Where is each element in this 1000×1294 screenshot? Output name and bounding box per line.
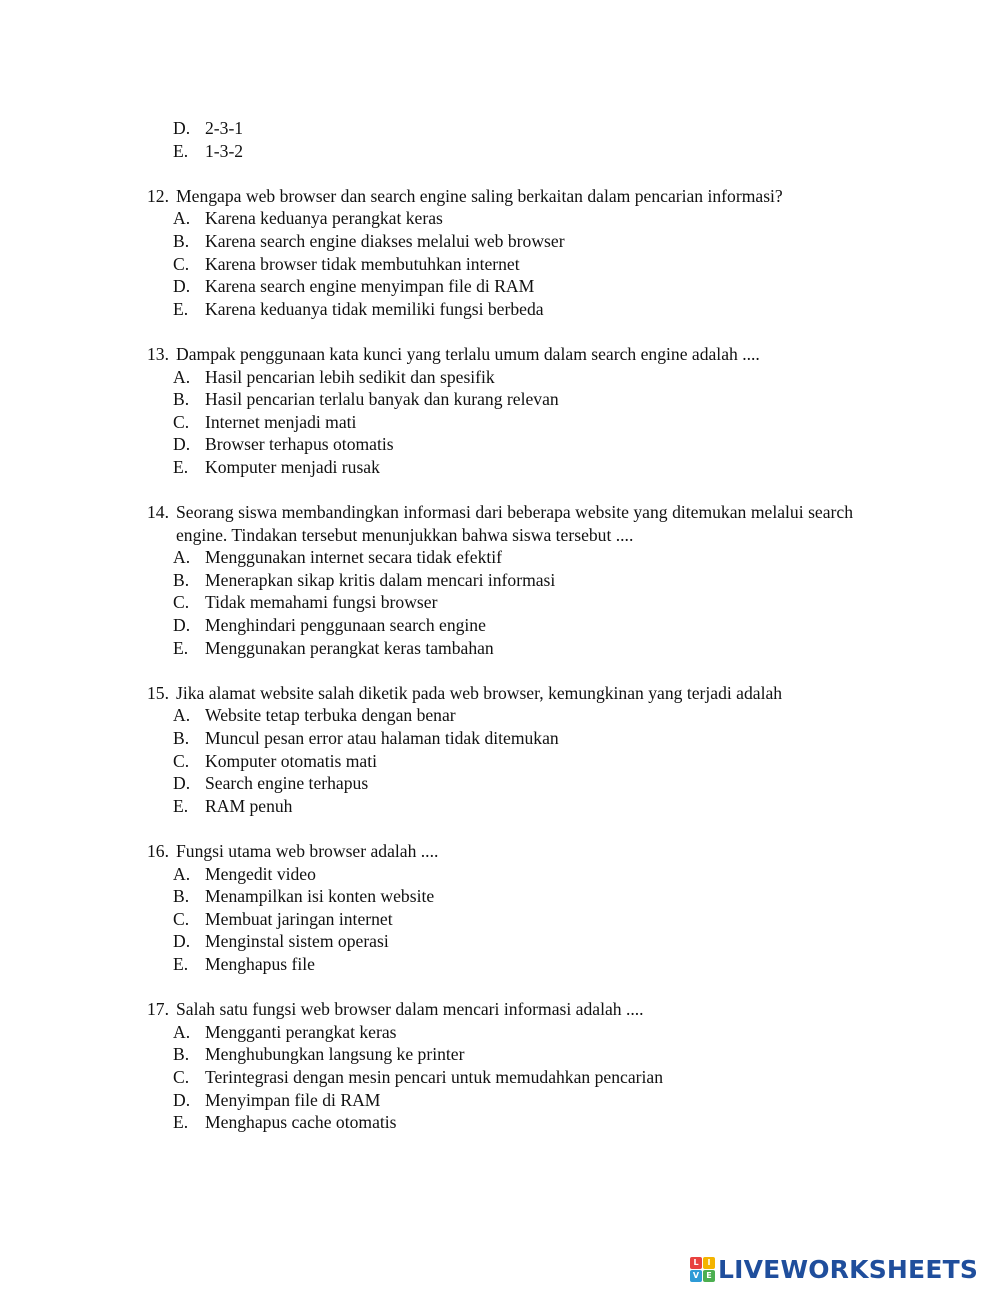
- option-text: Website tetap terbuka dengan benar: [205, 705, 456, 726]
- option-letter: E.: [173, 637, 189, 658]
- liveworksheets-logo: [690, 1254, 978, 1284]
- logo-mark-icon: [690, 1257, 715, 1282]
- question-text: Fungsi utama web browser adalah ....: [176, 841, 439, 861]
- option-text: Menghubungkan langsung ke printer: [205, 1044, 465, 1065]
- logo-mark-tile: L: [690, 1257, 702, 1269]
- question-number: 14.: [147, 502, 169, 523]
- option-letter: D.: [173, 931, 191, 952]
- option-d[interactable]: [147, 275, 853, 298]
- option-text: Menghapus file: [205, 953, 315, 974]
- option-letter: D.: [173, 1089, 191, 1110]
- option-b[interactable]: [147, 569, 853, 592]
- option-text: Karena browser tidak membutuhkan internet: [205, 253, 520, 274]
- option-text: 1-3-2: [205, 140, 244, 161]
- logo-mark-tile: E: [703, 1270, 715, 1282]
- option-text: Karena keduanya tidak memiliki fungsi berbeda: [205, 298, 544, 319]
- logo-mark-tile: I: [703, 1257, 715, 1269]
- option-a[interactable]: [147, 366, 853, 389]
- option-c[interactable]: [147, 1066, 853, 1089]
- option-letter: C.: [173, 253, 190, 274]
- option-letter: C.: [173, 908, 190, 929]
- question-text: Seorang siswa membandingkan informasi dari beberapa website yang ditemukan melalui search engine. Tindakan tersebut menunjukkan bahwa siswa tersebut ....: [176, 502, 853, 545]
- option-e[interactable]: [147, 637, 853, 660]
- question-16: [147, 840, 853, 976]
- option-text: Menggunakan perangkat keras tambahan: [205, 637, 494, 658]
- option-c[interactable]: [147, 253, 853, 276]
- question-stem: [147, 185, 853, 208]
- option-letter: C.: [173, 411, 190, 432]
- question-number: 13.: [147, 343, 169, 364]
- option-text: Menampilkan isi konten website: [205, 886, 435, 907]
- option-e[interactable]: [147, 1111, 853, 1134]
- option-b[interactable]: [147, 388, 853, 411]
- option-text: Komputer otomatis mati: [205, 750, 378, 771]
- logo-mark-tile: V: [690, 1270, 702, 1282]
- question-17: [147, 998, 853, 1134]
- option-letter: E.: [173, 456, 189, 477]
- option-letter: C.: [173, 1066, 190, 1087]
- option-letter: A.: [173, 1021, 191, 1042]
- question-number: 17.: [147, 999, 169, 1020]
- option-text: Internet menjadi mati: [205, 411, 357, 432]
- option-b[interactable]: [147, 885, 853, 908]
- question-stem: [147, 840, 853, 863]
- option-d[interactable]: [147, 614, 853, 637]
- option-d[interactable]: [147, 433, 853, 456]
- logo-text: LIVEWORKSHEETS: [718, 1254, 979, 1284]
- question-15: [147, 682, 853, 818]
- option-d[interactable]: [147, 117, 853, 140]
- option-b[interactable]: [147, 727, 853, 750]
- carryover-options: [147, 117, 853, 162]
- option-d[interactable]: [147, 1089, 853, 1112]
- question-12: [147, 185, 853, 321]
- option-a[interactable]: [147, 546, 853, 569]
- option-letter: B.: [173, 389, 190, 410]
- option-text: Muncul pesan error atau halaman tidak ditemukan: [205, 728, 559, 749]
- option-letter: A.: [173, 863, 191, 884]
- option-letter: D.: [173, 276, 191, 297]
- option-text: Karena search engine menyimpan file di RAM: [205, 276, 535, 297]
- option-c[interactable]: [147, 908, 853, 931]
- option-e[interactable]: [147, 953, 853, 976]
- option-text: Menghapus cache otomatis: [205, 1112, 397, 1133]
- option-b[interactable]: [147, 1043, 853, 1066]
- option-a[interactable]: [147, 704, 853, 727]
- option-letter: A.: [173, 208, 191, 229]
- option-c[interactable]: [147, 750, 853, 773]
- option-letter: B.: [173, 230, 190, 251]
- option-text: Mengganti perangkat keras: [205, 1021, 397, 1042]
- option-text: Tidak memahami fungsi browser: [205, 592, 438, 613]
- option-text: Karena search engine diakses melalui web browser: [205, 230, 565, 251]
- option-text: Karena keduanya perangkat keras: [205, 208, 443, 229]
- question-text: Mengapa web browser dan search engine saling berkaitan dalam pencarian informasi?: [176, 185, 783, 206]
- option-text: RAM penuh: [205, 795, 293, 816]
- option-letter: B.: [173, 1044, 190, 1065]
- question-stem: [147, 682, 853, 705]
- option-letter: E.: [173, 298, 189, 319]
- option-a[interactable]: [147, 207, 853, 230]
- option-text: Menginstal sistem operasi: [205, 931, 389, 952]
- option-text: Browser terhapus otomatis: [205, 434, 394, 455]
- option-text: 2-3-1: [205, 118, 244, 138]
- option-e[interactable]: [147, 795, 853, 818]
- option-letter: B.: [173, 886, 190, 907]
- option-letter: A.: [173, 705, 191, 726]
- option-text: Terintegrasi dengan mesin pencari untuk memudahkan pencarian: [205, 1066, 663, 1087]
- option-text: Menghindari penggunaan search engine: [205, 615, 486, 636]
- option-e[interactable]: [147, 456, 853, 479]
- option-letter: D.: [173, 434, 191, 455]
- option-b[interactable]: [147, 230, 853, 253]
- option-a[interactable]: [147, 1021, 853, 1044]
- question-number: 16.: [147, 841, 169, 861]
- option-letter: D.: [173, 615, 191, 636]
- option-letter: B.: [173, 728, 190, 749]
- option-text: Hasil pencarian terlalu banyak dan kurang relevan: [205, 389, 559, 410]
- option-text: Komputer menjadi rusak: [205, 456, 380, 477]
- option-a[interactable]: [147, 863, 853, 886]
- question-stem: [147, 501, 853, 546]
- option-text: Menggunakan internet secara tidak efektif: [205, 547, 503, 568]
- question-14: [147, 501, 853, 659]
- option-text: Menerapkan sikap kritis dalam mencari informasi: [205, 569, 556, 590]
- option-text: Membuat jaringan internet: [205, 908, 393, 929]
- option-letter: D.: [173, 118, 191, 138]
- option-e[interactable]: [147, 298, 853, 321]
- option-letter: E.: [173, 1112, 189, 1133]
- option-letter: A.: [173, 547, 191, 568]
- option-letter: E.: [173, 140, 189, 161]
- option-letter: B.: [173, 569, 190, 590]
- option-letter: E.: [173, 795, 189, 816]
- option-text: Search engine terhapus: [205, 773, 369, 794]
- question-text: Dampak penggunaan kata kunci yang terlalu umum dalam search engine adalah ....: [176, 343, 760, 364]
- question-stem: [147, 998, 853, 1021]
- option-letter: E.: [173, 953, 189, 974]
- question-stem: [147, 343, 853, 366]
- question-number: 12.: [147, 185, 169, 206]
- question-number: 15.: [147, 682, 169, 703]
- option-text: Mengedit video: [205, 863, 316, 884]
- option-letter: C.: [173, 592, 190, 613]
- option-d[interactable]: [147, 930, 853, 953]
- option-text: Hasil pencarian lebih sedikit dan spesifik: [205, 366, 495, 387]
- option-d[interactable]: [147, 772, 853, 795]
- option-c[interactable]: [147, 591, 853, 614]
- question-text: Jika alamat website salah diketik pada web browser, kemungkinan yang terjadi adalah: [176, 682, 783, 703]
- option-letter: A.: [173, 366, 191, 387]
- option-letter: D.: [173, 773, 191, 794]
- option-letter: C.: [173, 750, 190, 771]
- question-13: [147, 343, 853, 479]
- question-list: [147, 117, 853, 1134]
- option-text: Menyimpan file di RAM: [205, 1089, 381, 1110]
- option-c[interactable]: [147, 411, 853, 434]
- option-e[interactable]: [147, 140, 853, 163]
- question-text: Salah satu fungsi web browser dalam mencari informasi adalah ....: [176, 999, 644, 1020]
